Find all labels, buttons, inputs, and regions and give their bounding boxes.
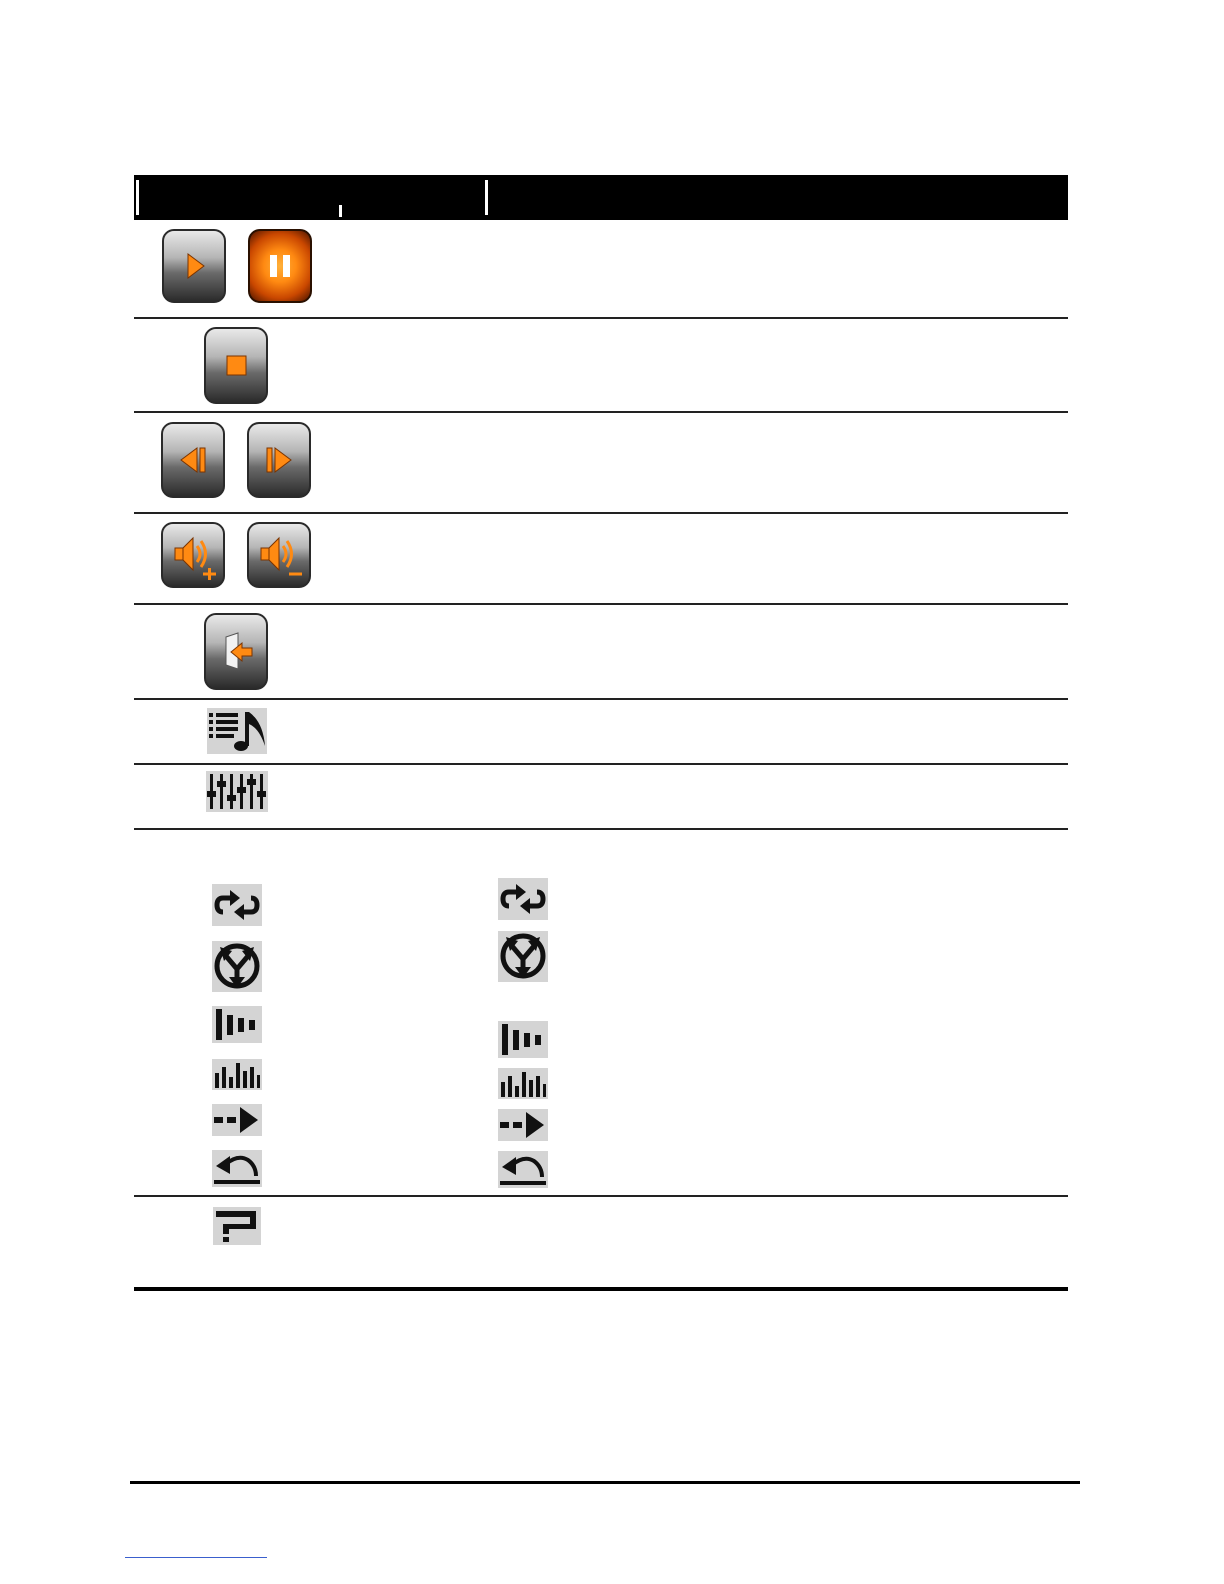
table-bottom-border [134, 1287, 1068, 1291]
row-divider [134, 698, 1068, 700]
playlist-icon[interactable] [207, 708, 267, 754]
play-icon [164, 231, 224, 301]
pause-icon [250, 231, 310, 301]
volume-up-button[interactable] [161, 522, 225, 588]
next-icon [249, 424, 309, 496]
undo-return-icon[interactable] [498, 1151, 548, 1188]
play-next-arrow-icon[interactable] [498, 1109, 548, 1141]
help-icon[interactable] [213, 1207, 261, 1245]
equalizer-bars-icon[interactable] [498, 1068, 548, 1099]
shuffle-icon[interactable] [498, 931, 548, 982]
previous-track-button[interactable] [161, 422, 225, 498]
pause-button[interactable] [248, 229, 312, 303]
header-divider [136, 180, 139, 215]
footer-link-underline [125, 1557, 267, 1558]
row-divider [134, 1195, 1068, 1197]
play-next-arrow-icon[interactable] [212, 1104, 262, 1136]
play-mode-bars-icon[interactable] [212, 1006, 262, 1043]
volume-down-button[interactable] [247, 522, 311, 588]
exit-icon [206, 615, 266, 688]
volume-down-icon [249, 524, 309, 586]
row-divider [134, 828, 1068, 830]
exit-button[interactable] [204, 613, 268, 690]
stop-button[interactable] [204, 327, 268, 404]
repeat-icon[interactable] [212, 884, 262, 926]
row-divider [134, 763, 1068, 765]
header-divider [485, 180, 488, 215]
row-divider [134, 317, 1068, 319]
next-track-button[interactable] [247, 422, 311, 498]
equalizer-icon[interactable] [206, 771, 268, 812]
play-button[interactable] [162, 229, 226, 303]
equalizer-bars-icon[interactable] [212, 1059, 262, 1090]
repeat-icon[interactable] [498, 878, 548, 920]
shuffle-icon[interactable] [212, 941, 262, 992]
table-header [134, 175, 1068, 220]
row-divider [134, 603, 1068, 605]
stop-icon [206, 329, 266, 402]
row-divider [134, 512, 1068, 514]
volume-up-icon [163, 524, 223, 586]
undo-return-icon[interactable] [212, 1150, 262, 1187]
play-mode-bars-icon[interactable] [498, 1021, 548, 1058]
row-divider [134, 411, 1068, 413]
header-divider [339, 205, 342, 217]
footer-rule [130, 1481, 1080, 1484]
previous-icon [163, 424, 223, 496]
